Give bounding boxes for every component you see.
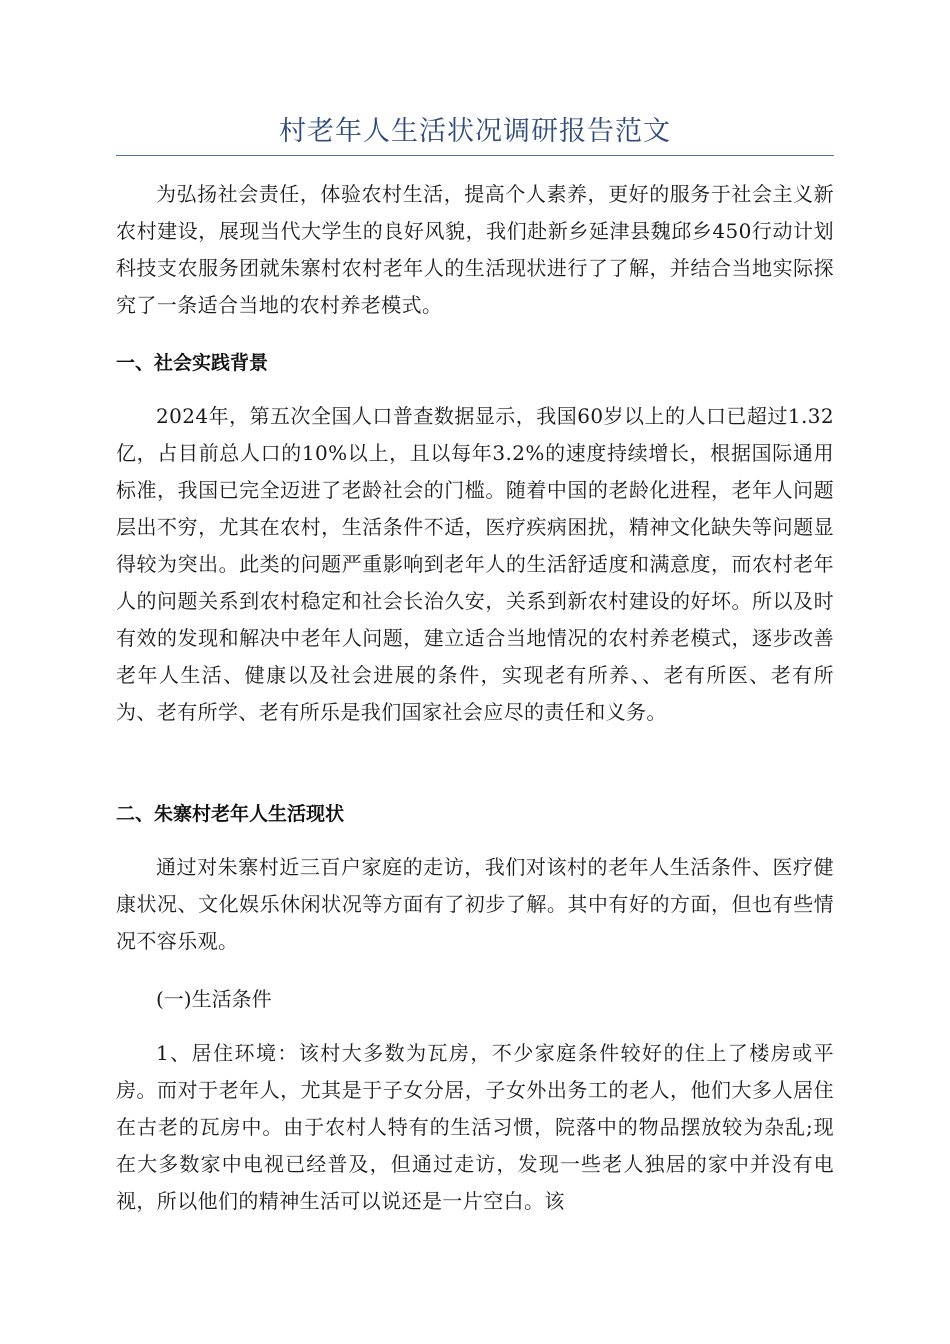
subsection-heading: (一)生活条件 [156, 987, 272, 1011]
section-2 [116, 796, 834, 833]
section-1-body [116, 398, 834, 731]
title-underline [116, 155, 834, 156]
section-1 [116, 345, 834, 382]
section-2-paragraph: 通过对朱寨村近三百户家庭的走访，我们对该村的老年人生活条件、医疗健康状况、文化娱乐休闲状况等方面有了初步了解。其中有好的方面，但也有些情况不容乐观。 [116, 855, 834, 953]
section-1-paragraph: 2024年，第五次全国人口普查数据显示，我国60岁以上的人口已超过1.32亿，占目前总人口的10%以上，且以每年3.2%的速度持续增长，根据国际通用标准，我国已完全迈进了老龄社会的门槛。随着中国的老龄化进程，老年人问题层出不穷，尤其在农村，生活条件不适，医疗疾病困扰，精神文化缺失等问题显得较为突出。此类的问题严重影响到老年人的生活舒适度和满意度，而农村老年人的问题关系到农村稳定和社会长治久安，关系到新农村建设的好坏。所以及时有效的发现和解决中老年人问题，建立适合当地情况的农村养老模式，逐步改善老年人生活、健康以及社会进展的条件，实现老有所养、、老有所医、老有所为、老有所学、老有所乐是我们国家社会应尽的责任和义务。 [116, 404, 834, 724]
document-title: 村老年人生活状况调研报告范文 [279, 116, 671, 147]
item-1-paragraph: 1、居住环境：该村大多数为瓦房，不少家庭条件较好的住上了楼房或平房。而对于老年人，尤其是于子女分居，子女外出务工的老人，他们大多人居住在古老的瓦房中。由于农村人特有的生活习惯，院落中的物品摆放较为杂乱;现在大多数家中电视已经普及，但通过走访，发现一些老人独居的家中并没有电视，所以他们的精神生活可以说还是一片空白。该 [116, 1041, 834, 1213]
section-2-heading: 二、朱寨村老年人生活现状 [116, 803, 345, 825]
item-1-block [116, 1035, 834, 1220]
subsection-living-conditions [116, 981, 834, 1018]
section-1-heading: 一、社会实践背景 [116, 352, 269, 374]
intro-block [116, 176, 834, 324]
section-2-body [116, 849, 834, 960]
intro-paragraph: 为弘扬社会责任，体验农村生活，提高个人素养，更好的服务于社会主义新农村建设，展现当代大学生的良好风貌，我们赴新乡延津县魏邱乡450行动计划科技支农服务团就朱寨村农村老年人的生活现状进行了了解，并结合当地实际探究了一条适合当地的农村养老模式。 [116, 182, 834, 317]
